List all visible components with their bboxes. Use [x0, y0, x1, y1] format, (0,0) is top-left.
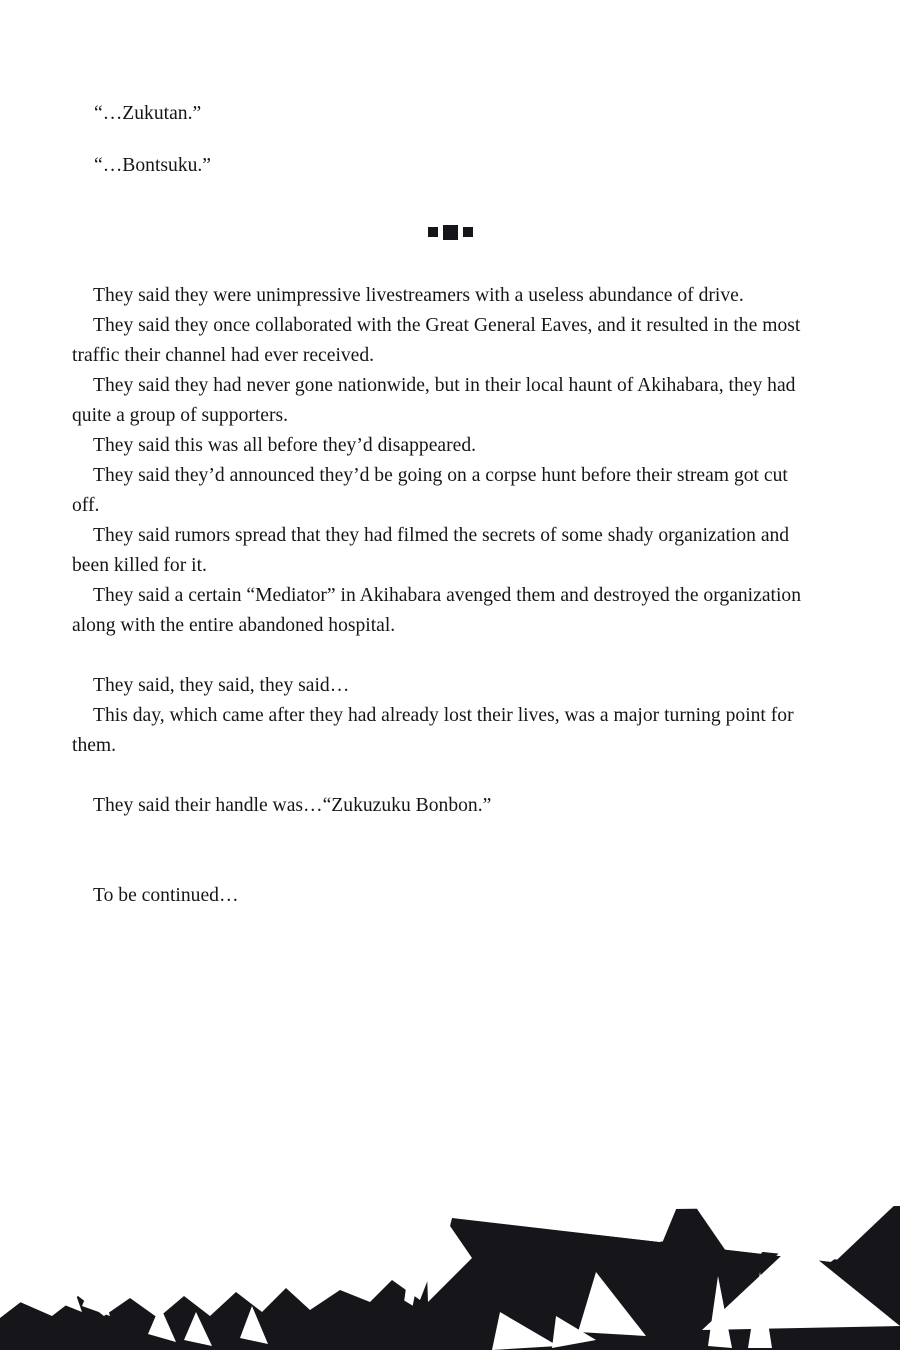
dialogue-line-1: “…Zukutan.” [94, 103, 202, 124]
dialogue-spacer [72, 129, 812, 151]
body-paragraph: This day, which came after they had already lost their lives, was a major turning point for them. [72, 705, 794, 756]
paragraph-spacer [72, 851, 814, 881]
body-paragraph: They said they once collaborated with the Great General Eaves, and it resulted in the most traffic their channel had ever received. [72, 315, 801, 366]
body-text [72, 281, 814, 911]
body-paragraph: They said they were unimpressive livestreamers with a useless abundance of drive. [93, 285, 744, 306]
paragraph-spacer [72, 641, 814, 671]
paragraph-spacer [72, 821, 814, 851]
handle-line: They said their handle was…“Zukuzuku Bonbon.” [93, 795, 492, 816]
divider-square-left-icon [428, 227, 438, 237]
shards-svg [0, 1120, 900, 1350]
shattered-shards-illustration [0, 1120, 900, 1350]
dialogue-line-2: “…Bontsuku.” [94, 155, 212, 176]
body-paragraph: They said rumors spread that they had filmed the secrets of some shady organization and been killed for it. [72, 525, 790, 576]
to-be-continued-line: To be continued… [93, 885, 239, 906]
dialogue-block [72, 99, 812, 181]
scene-divider [0, 222, 900, 242]
paragraph-spacer [72, 761, 814, 791]
body-paragraph: They said, they said, they said… [93, 675, 350, 696]
body-paragraph: They said a certain “Mediator” in Akihabara avenged them and destroyed the organization along with the entire abandoned hospital. [72, 585, 802, 636]
body-paragraph: They said they’d announced they’d be going on a corpse hunt before their stream got cut off. [72, 465, 788, 516]
divider-square-center-icon [443, 225, 458, 240]
divider-square-right-icon [463, 227, 473, 237]
body-paragraph: They said this was all before they’d disappeared. [93, 435, 477, 456]
body-paragraph: They said they had never gone nationwide, but in their local haunt of Akihabara, they had quite a group of supporters. [72, 375, 796, 426]
